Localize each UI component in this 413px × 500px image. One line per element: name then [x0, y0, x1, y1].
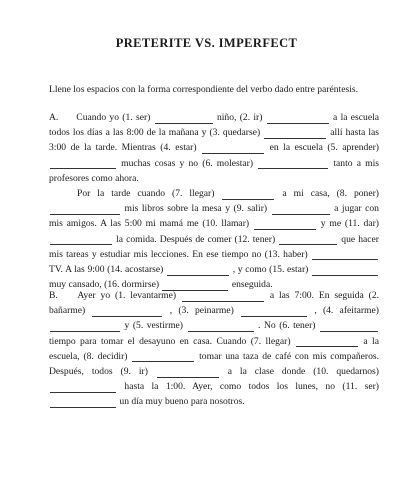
blank-a-1[interactable]: [155, 113, 213, 124]
exercise-b: [49, 288, 379, 410]
exercise-a-text: la comida. Después de comer (12. tener): [116, 233, 276, 245]
blank-a-9[interactable]: [272, 204, 330, 215]
exercise-a-text: , y como (15. estar): [232, 264, 309, 276]
blank-a-7[interactable]: [222, 189, 274, 200]
exercise-b-text: a la clase donde (10. quedarnos): [227, 366, 379, 378]
blank-a-15[interactable]: [312, 265, 378, 276]
exercise-a-text: TV. A las 9:00 (14. acostarse): [49, 264, 164, 276]
blank-a-6[interactable]: [258, 158, 328, 169]
exercise-a-text: muy cansado, (16. dormirse): [49, 279, 160, 291]
exercise-a-label: A.: [49, 112, 59, 123]
exercise-b-label: B.: [49, 290, 58, 301]
exercise-a: [49, 110, 379, 292]
exercise-a-text: niño, (2. ir): [216, 112, 263, 123]
blank-b-11[interactable]: [50, 397, 116, 408]
blank-a-12[interactable]: [279, 234, 337, 245]
exercise-b-text: hasta la 1:00. Ayer, como todos los lunes, no (11. ser): [124, 381, 379, 393]
blank-b-7[interactable]: [296, 336, 358, 347]
exercise-b-text: a la escuela, (8. decidir): [49, 335, 379, 362]
blank-a-14[interactable]: [167, 265, 229, 276]
blank-b-9[interactable]: [157, 367, 219, 378]
exercise-a-text: en la escuela (5. aprender): [269, 142, 379, 154]
blank-b-4[interactable]: [50, 321, 120, 332]
exercise-b-text: , (3. peinarme): [169, 305, 234, 317]
exercise-b-text: (2. bañarme): [49, 290, 380, 317]
blank-b-5[interactable]: [188, 321, 254, 332]
instructions: Llene los espacios con la forma correspondiente del verbo dado entre paréntesis.: [49, 84, 359, 95]
exercise-a-text: muchas cosas y no (6. molestar): [121, 157, 254, 169]
blank-a-2[interactable]: [267, 113, 329, 124]
exercise-a-text: enseguida.: [231, 279, 273, 291]
exercise-b-text: un día muy bueno para nosotros.: [119, 396, 245, 408]
exercise-a-text: a la escuela todos los días a las 8:00 de la mañana y (3. quedarse): [49, 112, 380, 139]
exercise-a-text: Por la tarde cuando (7. llegar): [77, 188, 215, 200]
exercise-b-text: Ayer yo (1. levantarme): [77, 290, 177, 301]
blank-b-10[interactable]: [50, 382, 116, 393]
exercise-b-text: y (5. vestirme): [124, 320, 183, 332]
exercise-b-text: , (4. afeitarme): [314, 305, 379, 317]
exercise-a-text: allí hasta las 3:00 de la tarde. Mientras (4. estar): [49, 127, 379, 154]
blank-a-4[interactable]: [202, 143, 264, 154]
exercise-b-text: a las 7:00. En seguida: [269, 290, 364, 301]
blank-a-11[interactable]: [50, 234, 112, 245]
exercise-a-text: a mi casa, (8. poner): [282, 188, 380, 200]
exercise-a-text: que hacer mis tareas y estudiar mis lecciones. En ese tiempo no (13. haber): [49, 233, 379, 260]
blank-b-3[interactable]: [241, 306, 307, 317]
exercise-b-text: tiempo para tomar el desayuno en casa. Cuando (7. llegar): [49, 335, 291, 347]
blank-a-3[interactable]: [264, 128, 326, 139]
blank-b-8[interactable]: [132, 351, 194, 362]
exercise-b-text: . No (6. tener): [258, 320, 316, 332]
blank-b-1[interactable]: [182, 291, 264, 302]
blank-a-8[interactable]: [50, 204, 120, 215]
exercise-b-text: tomar una taza de café con mis compañeros. Después, todos (9. ir): [49, 350, 380, 378]
exercise-a-text: y me (11. dar): [320, 218, 379, 230]
blank-a-13[interactable]: [312, 249, 378, 260]
blank-b-2[interactable]: [92, 306, 162, 317]
exercise-a-text: tanto a mis profesores como ahora.: [49, 157, 379, 184]
blank-a-5[interactable]: [50, 158, 116, 169]
page-title: PRETERITE VS. IMPERFECT: [115, 36, 298, 50]
blank-a-10[interactable]: [254, 219, 316, 230]
exercise-a-text: mis libros sobre la mesa y (9. salir): [124, 203, 268, 215]
exercise-a-text: Cuando yo (1. ser): [76, 112, 151, 123]
exercise-a-text: a jugar con mis amigos. A las 5:00 mi mamá me (10. llamar): [49, 203, 379, 230]
blank-b-6[interactable]: [320, 321, 378, 332]
